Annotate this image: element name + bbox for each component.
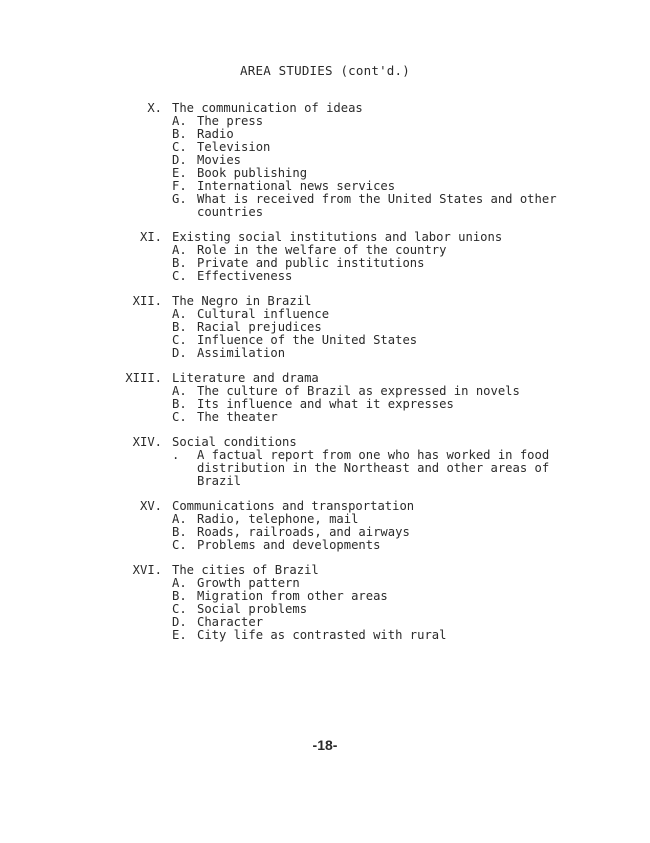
outline-item — [0, 257, 650, 270]
item-text: Role in the welfare of the country — [197, 243, 447, 257]
section-numeral: XIV. — [132, 435, 162, 449]
item-text: Migration from other areas — [197, 589, 388, 603]
item-text: countries — [197, 205, 264, 219]
item-text: Assimilation — [197, 346, 286, 360]
item-letter: A. — [172, 512, 187, 526]
section-title: Communications and transportation — [172, 499, 415, 513]
item-letter: . — [172, 448, 180, 462]
section-heading — [0, 102, 650, 115]
item-letter: C. — [172, 602, 187, 616]
item-letter: C. — [172, 410, 187, 424]
item-letter: B. — [172, 525, 187, 539]
item-text: City life as contrasted with rural — [197, 628, 447, 642]
item-text: Television — [197, 140, 271, 154]
item-letter: C. — [172, 269, 187, 283]
outline-item — [0, 347, 650, 360]
item-text: Growth pattern — [197, 576, 300, 590]
item-letter: A. — [172, 114, 187, 128]
page-number: -18- — [312, 737, 338, 753]
item-letter: C. — [172, 140, 187, 154]
outline-item — [0, 334, 650, 347]
item-text: A factual report from one who has worked in food — [197, 448, 550, 462]
item-text: Problems and developments — [197, 538, 381, 552]
outline-item — [0, 193, 650, 206]
section-numeral: X. — [147, 101, 162, 115]
outline-item-continuation — [0, 475, 650, 488]
item-letter: C. — [172, 538, 187, 552]
section-heading — [0, 564, 650, 577]
outline-section — [0, 372, 650, 424]
section-title: Existing social institutions and labor unions — [172, 230, 503, 244]
item-text: Radio, telephone, mail — [197, 512, 359, 526]
item-text: Effectiveness — [197, 269, 293, 283]
item-letter: D. — [172, 346, 187, 360]
item-text: Private and public institutions — [197, 256, 425, 270]
item-text: distribution in the Northeast and other areas of — [197, 461, 550, 475]
section-numeral: XV. — [139, 499, 162, 513]
outline-item — [0, 115, 650, 128]
item-letter: A. — [172, 307, 187, 321]
item-letter: E. — [172, 166, 187, 180]
section-title: The cities of Brazil — [172, 563, 319, 577]
item-text: Racial prejudices — [197, 320, 322, 334]
outline-item-continuation — [0, 462, 650, 475]
item-text: Cultural influence — [197, 307, 330, 321]
outline-item — [0, 590, 650, 603]
outline-section — [0, 295, 650, 360]
section-title: The communication of ideas — [172, 101, 363, 115]
item-letter: B. — [172, 256, 187, 270]
section-numeral: XI. — [139, 230, 162, 244]
section-title: Social conditions — [172, 435, 297, 449]
item-text: Roads, railroads, and airways — [197, 525, 410, 539]
section-numeral: XIII. — [125, 371, 162, 385]
outline-item — [0, 128, 650, 141]
item-letter: A. — [172, 384, 187, 398]
item-text: The culture of Brazil as expressed in novels — [197, 384, 520, 398]
outline-item — [0, 603, 650, 616]
item-letter: C. — [172, 333, 187, 347]
item-text: The theater — [197, 410, 278, 424]
section-title: The Negro in Brazil — [172, 294, 312, 308]
item-letter: G. — [172, 192, 187, 206]
outline-item — [0, 539, 650, 552]
item-letter: A. — [172, 576, 187, 590]
outline-item — [0, 411, 650, 424]
outline-sections — [0, 102, 650, 654]
outline-section — [0, 231, 650, 283]
item-letter: A. — [172, 243, 187, 257]
outline-item — [0, 154, 650, 167]
outline-item — [0, 398, 650, 411]
item-letter: B. — [172, 589, 187, 603]
outline-item — [0, 270, 650, 283]
item-text: Book publishing — [197, 166, 308, 180]
item-letter: B. — [172, 127, 187, 141]
item-text: Radio — [197, 127, 234, 141]
item-text: Social problems — [197, 602, 308, 616]
item-text: International news services — [197, 179, 396, 193]
outline-item-continuation — [0, 206, 650, 219]
item-text: Its influence and what it expresses — [197, 397, 454, 411]
item-text: Influence of the United States — [197, 333, 418, 347]
section-numeral: XVI. — [132, 563, 162, 577]
outline-section — [0, 102, 650, 219]
outline-section — [0, 500, 650, 552]
item-letter: D. — [172, 153, 187, 167]
item-letter: E. — [172, 628, 187, 642]
outline-section — [0, 436, 650, 488]
outline-item — [0, 141, 650, 154]
item-text: Movies — [197, 153, 242, 167]
item-text: Character — [197, 615, 264, 629]
outline-item — [0, 629, 650, 642]
page-header: AREA STUDIES (cont'd.) — [240, 63, 410, 78]
item-letter: D. — [172, 615, 187, 629]
section-title: Literature and drama — [172, 371, 319, 385]
section-numeral: XII. — [132, 294, 162, 308]
outline-item — [0, 308, 650, 321]
item-text: The press — [197, 114, 264, 128]
item-letter: B. — [172, 320, 187, 334]
item-letter: F. — [172, 179, 187, 193]
item-text: What is received from the United States and other — [197, 192, 557, 206]
outline-section — [0, 564, 650, 642]
item-letter: B. — [172, 397, 187, 411]
item-text: Brazil — [197, 474, 242, 488]
